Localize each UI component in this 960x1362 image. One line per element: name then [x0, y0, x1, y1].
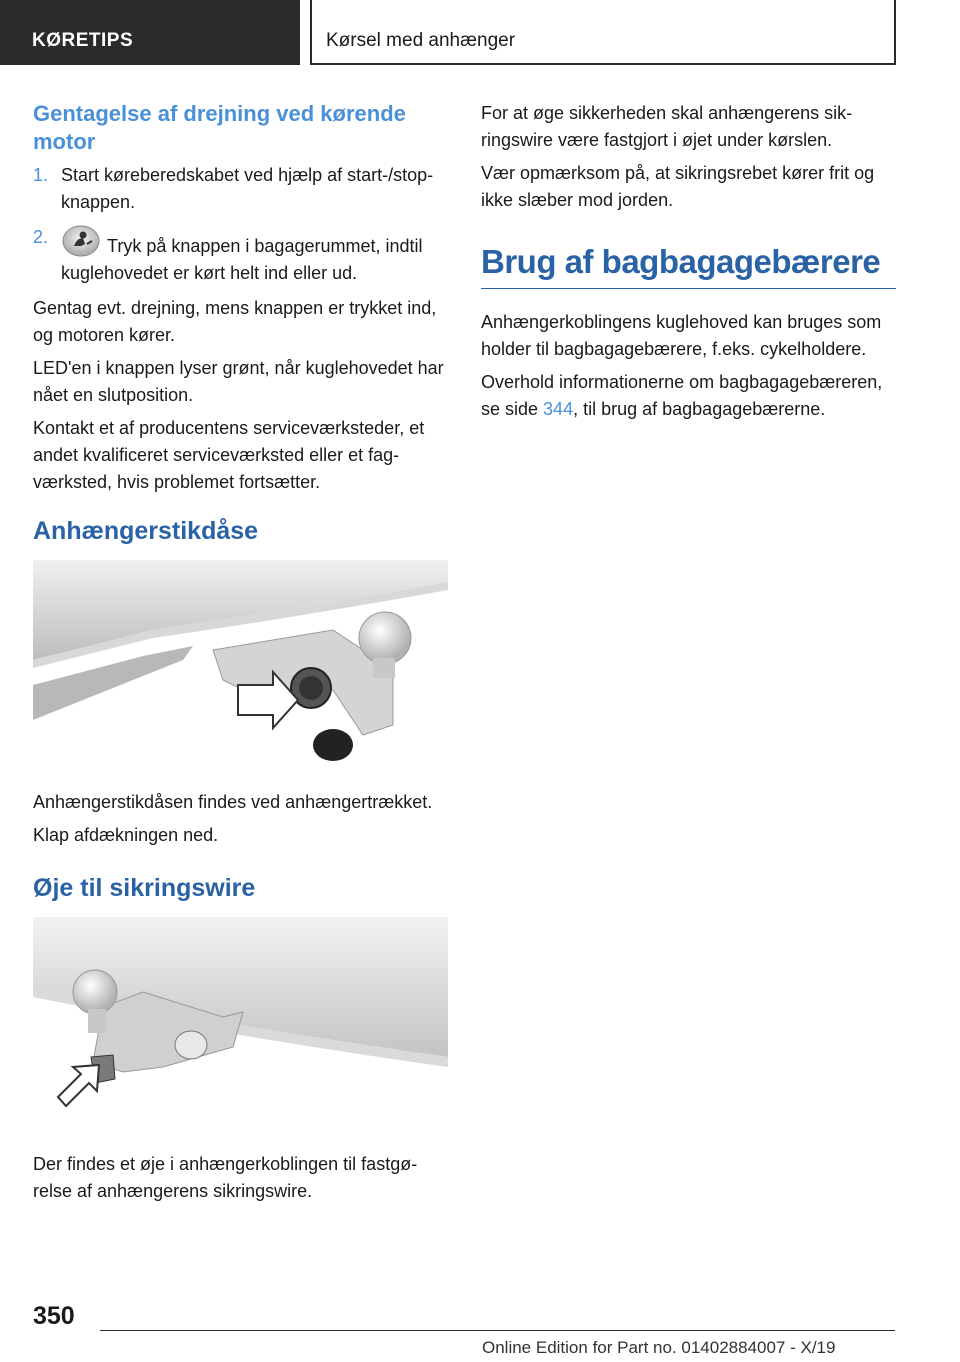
step-text: Start køreberedskabet ved hjælp af start-/stop-knappen. [61, 165, 434, 212]
heading-trailer-socket: Anhængerstikdåse [33, 517, 259, 545]
right-column [481, 100, 896, 429]
subsection-tab [310, 0, 896, 65]
page-reference-link[interactable]: 344 [543, 399, 574, 419]
edition-text: Online Edition for Part no. 01402884007 - X/19 [482, 1338, 836, 1357]
step-2 [33, 224, 448, 287]
paragraph: Vær opmærksom på, at sikringsrebet kører frit og ikke slæber mod jorden. [481, 163, 875, 210]
heading-repeat-rotation: Gentagelse af drejning ved kørende motor [33, 101, 406, 154]
step-number: 2. [33, 227, 49, 247]
paragraph: LED'en i knappen lyser grønt, når kuglehovedet har nået en slutposition. [33, 358, 444, 405]
paragraph: Kontakt et af producentens serviceværksteder, et andet kvalificeret serviceværksted eller et fagværksted, hvis problemet fortsætter. [33, 418, 425, 492]
step-text: Tryk på knappen i bagagerummet, indtil kuglehovedet er kørt helt ind eller ud. [61, 236, 423, 283]
trailer-socket-illustration [33, 560, 448, 765]
paragraph-with-link [481, 369, 896, 423]
paragraph: Gentag evt. drejning, mens knappen er trykket ind, og motoren kører. [33, 298, 437, 345]
paragraph: Anhængerkoblingens kuglehoved kan bruges som holder til bagbagagebærere, f.eks. cykelholdere. [481, 312, 882, 359]
text-span: , til brug af bagbagagebærerne. [573, 399, 826, 419]
paragraph: For at øge sikkerheden skal anhængerens sikringswire være fastgjort i øjet under kørslen. [481, 103, 853, 150]
page-number: 350 [33, 1302, 75, 1330]
paragraph: Der findes et øje i anhængerkoblingen til fastgørelse af anhængerens sikringswire. [33, 1154, 418, 1201]
paragraph: Anhængerstikdåsen findes ved anhængertrækket. [33, 792, 433, 812]
left-column [33, 100, 448, 1211]
text-span: Overhold informationerne om bagbagagebæreren, se side [481, 372, 883, 419]
safety-wire-eye-illustration [33, 917, 448, 1137]
paragraph: Klap afdækningen ned. [33, 825, 219, 845]
heading-safety-eye: Øje til sikringswire [33, 874, 256, 902]
subsection-title: Kørsel med anhænger [326, 30, 516, 51]
section-title: KØRETIPS [32, 30, 134, 51]
trailer-hitch-button-icon [61, 224, 101, 258]
step-number: 1. [33, 165, 49, 185]
heading-rear-carrier: Brug af bagbagagebærere [481, 242, 896, 289]
section-tab [0, 0, 300, 65]
step-1 [33, 162, 448, 216]
steps-list [33, 162, 448, 287]
footer-divider [100, 1330, 895, 1331]
